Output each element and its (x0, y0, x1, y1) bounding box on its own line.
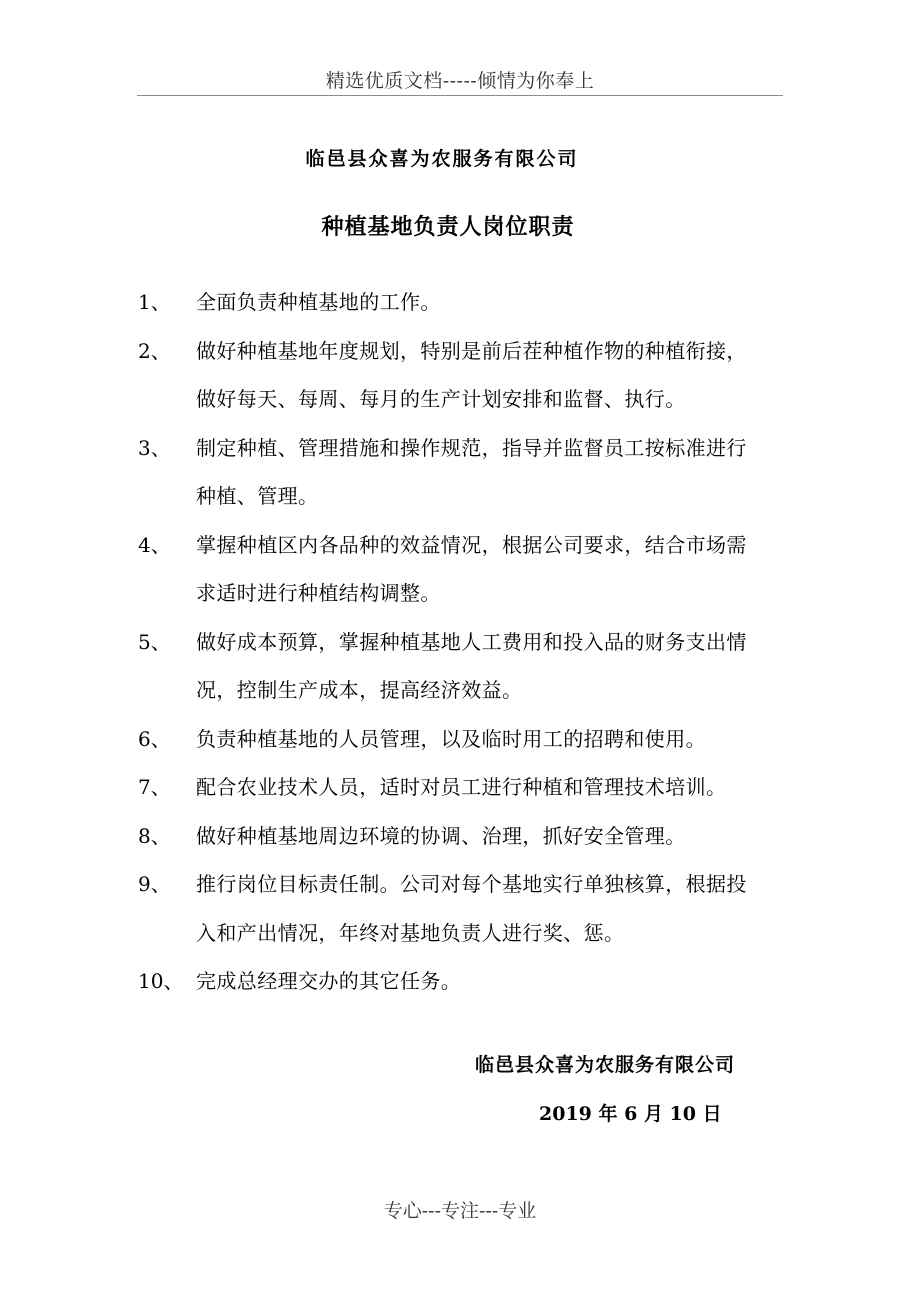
duty-item (138, 618, 788, 715)
page-header: 精选优质文档-----倾情为你奉上 (325, 70, 595, 92)
duty-number: 7、 (138, 775, 171, 799)
duty-line: 负责种植基地的人员管理，以及临时用工的招聘和使用。 (196, 726, 706, 751)
duty-number: 3、 (138, 435, 171, 460)
duty-line: 制定种植、管理措施和操作规范，指导并监督员工按标准进行 (196, 435, 747, 460)
duty-item (138, 957, 788, 1006)
duty-line: 做好种植基地年度规划，特别是前后茬种植作物的种植衔接， (196, 338, 747, 363)
duty-text (196, 763, 788, 812)
duty-line: 配合农业技术人员，适时对员工进行种植和管理技术培训。 (196, 775, 727, 799)
duty-text (196, 278, 788, 327)
duty-text (196, 715, 788, 764)
duty-line: 做好成本预算，掌握种植基地人工费用和投入品的财务支出情 (196, 629, 747, 654)
duty-line: 做好每天、每周、每月的生产计划安排和监督、执行。 (196, 387, 686, 411)
duty-item (138, 424, 788, 521)
duty-line: 入和产出情况，年终对基地负责人进行奖、惩。 (196, 920, 625, 945)
signature-company: 临邑县众喜为农服务有限公司 (475, 1054, 736, 1076)
duty-line: 做好种植基地周边环境的协调、治理，抓好安全管理。 (196, 823, 686, 848)
duty-text (196, 860, 788, 957)
duty-text (196, 424, 788, 521)
duty-item (138, 812, 788, 861)
duty-line: 况，控制生产成本，提高经济效益。 (196, 678, 523, 702)
duty-number: 4、 (138, 532, 171, 557)
duty-line: 全面负责种植基地的工作。 (196, 290, 441, 314)
duty-number: 10、 (138, 969, 184, 993)
duty-number: 8、 (138, 823, 171, 848)
duty-line: 求适时进行种植结构调整。 (196, 581, 441, 605)
duty-number: 5、 (138, 629, 171, 654)
duty-item (138, 327, 788, 424)
document-title: 种植基地负责人岗位职责 (321, 215, 575, 240)
duty-item (138, 860, 788, 957)
duty-text (196, 957, 788, 1006)
duty-text (196, 812, 788, 861)
duty-number: 6、 (138, 726, 171, 751)
duty-text (196, 618, 788, 715)
duty-item (138, 715, 788, 764)
duty-item (138, 278, 788, 327)
duty-text (196, 327, 788, 424)
duty-item (138, 521, 788, 618)
duty-number: 2、 (138, 338, 171, 363)
header-divider (137, 95, 783, 96)
page-footer: 专心---专注---专业 (383, 1200, 537, 1222)
duty-line: 完成总经理交办的其它任务。 (196, 969, 462, 993)
duty-line: 掌握种植区内各品种的效益情况，根据公司要求，结合市场需 (196, 532, 747, 557)
duty-number: 9、 (138, 872, 171, 896)
signature-date: 2019 年 6 月 10 日 (539, 1103, 722, 1125)
company-title: 临邑县众喜为农服务有限公司 (305, 148, 579, 170)
duty-text (196, 521, 788, 618)
duty-line: 种植、管理。 (196, 484, 319, 508)
duty-line: 推行岗位目标责任制。公司对每个基地实行单独核算，根据投 (196, 872, 747, 896)
duty-number: 1、 (138, 290, 171, 314)
duty-item (138, 763, 788, 812)
duties-list (138, 278, 788, 1006)
